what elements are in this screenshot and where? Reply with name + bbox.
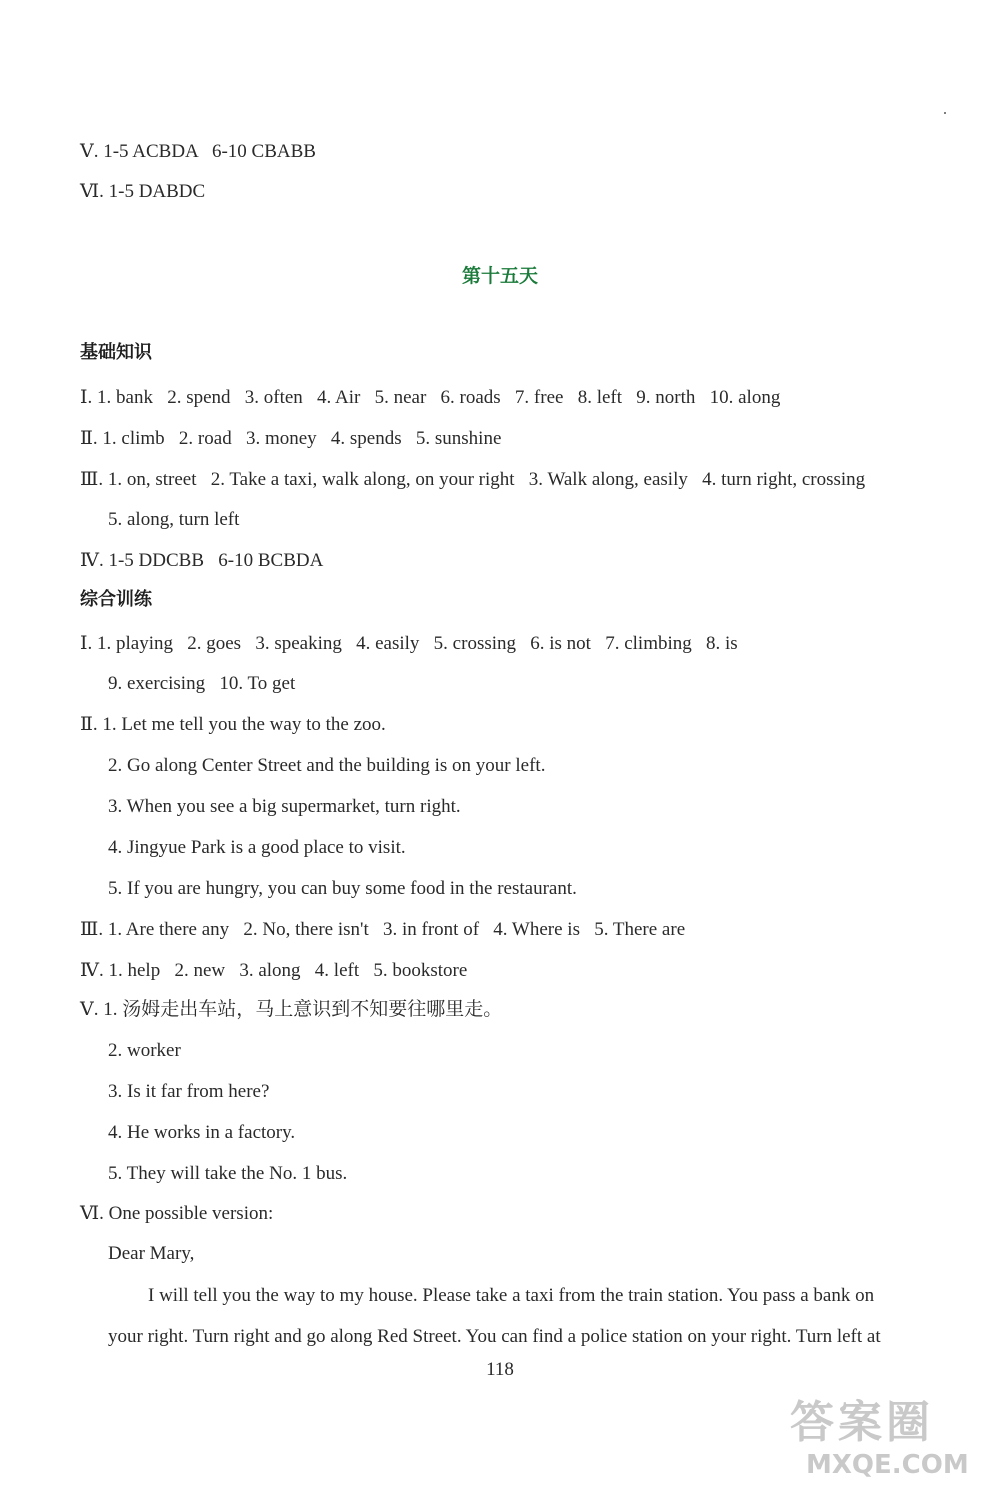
basic-answer-iii: Ⅲ. 1. on, street 2. Take a taxi, walk along, on your right 3. Walk along, easily 4. turn right, crossing: [80, 469, 866, 490]
scan-speck: [944, 112, 946, 114]
comp-answer-ii-3: 3. When you see a big supermarket, turn right.: [108, 796, 461, 817]
comp-answer-iv: Ⅳ. 1. help 2. new 3. along 4. left 5. bookstore: [80, 960, 468, 981]
comp-answer-v-4: 4. He works in a factory.: [108, 1122, 296, 1143]
comp-answer-v-5: 5. They will take the No. 1 bus.: [108, 1163, 348, 1184]
letter-body-line-2: your right. Turn right and go along Red Street. You can find a police station on your right. Turn left at: [108, 1326, 881, 1347]
comp-answer-i-cont: 9. exercising 10. To get: [108, 673, 296, 694]
comp-answer-ii-1: Ⅱ. 1. Let me tell you the way to the zoo.: [80, 714, 386, 735]
watermark-chars: 答案圈: [790, 1397, 934, 1448]
letter-greeting: Dear Mary,: [108, 1243, 195, 1264]
section-heading-basic: 基础知识: [80, 342, 152, 363]
prev-answer-v: Ⅴ. 1-5 ACBDA 6-10 CBABB: [80, 141, 316, 162]
comp-answer-vi: Ⅵ. One possible version:: [80, 1203, 274, 1224]
comp-answer-ii-2: 2. Go along Center Street and the building is on your left.: [108, 755, 546, 776]
basic-answer-ii: Ⅱ. 1. climb 2. road 3. money 4. spends 5. sunshine: [80, 428, 502, 449]
watermark-logo: [790, 1398, 986, 1486]
comp-answer-i: Ⅰ. 1. playing 2. goes 3. speaking 4. easily 5. crossing 6. is not 7. climbing 8. is: [80, 633, 738, 654]
comp-answer-v-1: Ⅴ. 1. 汤姆走出车站，马上意识到不知要往哪里走。: [80, 999, 503, 1020]
day-title: 第十五天: [461, 265, 538, 287]
basic-answer-iii-cont: 5. along, turn left: [108, 509, 240, 530]
watermark-url: MXQE.COM: [806, 1450, 969, 1480]
comp-answer-v-2: 2. worker: [108, 1040, 181, 1061]
comp-answer-ii-5: 5. If you are hungry, you can buy some food in the restaurant.: [108, 878, 577, 899]
basic-answer-iv: Ⅳ. 1-5 DDCBB 6-10 BCBDA: [80, 550, 324, 571]
basic-answer-i: Ⅰ. 1. bank 2. spend 3. often 4. Air 5. near 6. roads 7. free 8. left 9. north 10. along: [80, 387, 781, 408]
letter-body-line-1: I will tell you the way to my house. Please take a taxi from the train station. You pass a bank on: [148, 1285, 875, 1306]
section-heading-comprehensive: 综合训练: [80, 589, 152, 610]
comp-answer-iii: Ⅲ. 1. Are there any 2. No, there isn't 3. in front of 4. Where is 5. There are: [80, 919, 686, 940]
comp-answer-ii-4: 4. Jingyue Park is a good place to visit.: [108, 837, 406, 858]
page-number: 118: [486, 1359, 514, 1380]
comp-answer-v-3: 3. Is it far from here?: [108, 1081, 270, 1102]
prev-answer-vi: Ⅵ. 1-5 DABDC: [80, 181, 206, 202]
